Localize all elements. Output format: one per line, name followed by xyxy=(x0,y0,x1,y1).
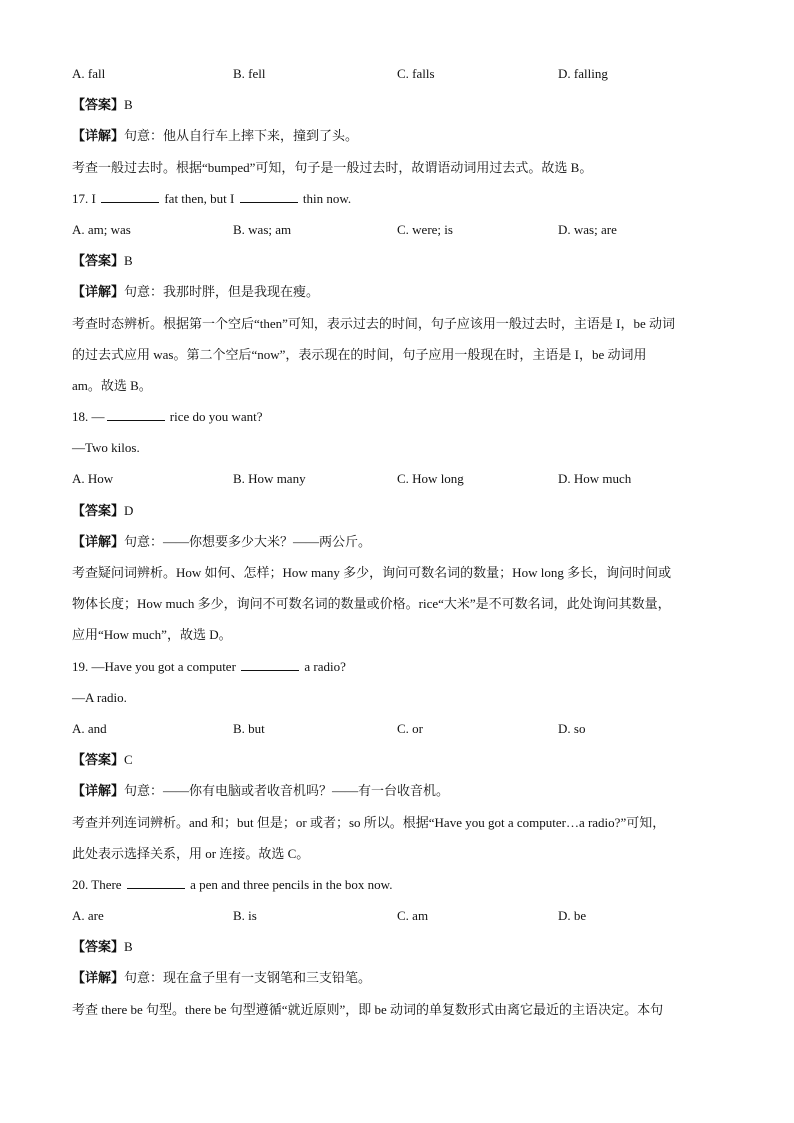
q20-detail xyxy=(72,962,722,993)
q16-option-c: C. falls xyxy=(397,66,435,81)
stem-text: 19. —Have you got a computer xyxy=(72,658,236,674)
q17-option-a: A. am; was xyxy=(72,221,131,237)
q16-option-a: A. fall xyxy=(72,66,106,81)
answer-blank xyxy=(101,190,159,203)
q19-option-a: A. and xyxy=(72,720,107,736)
detail-tag: 【详解】 xyxy=(72,533,125,549)
q19-stem xyxy=(72,651,722,682)
answer-tag: 【答案】 xyxy=(72,97,125,113)
answer-blank xyxy=(241,658,299,671)
q17-stem xyxy=(72,183,722,214)
q17-option-d: D. was; are xyxy=(558,221,617,237)
detail-text: 句意：现在盒子里有一支钢笔和三支铅笔。 xyxy=(124,970,372,986)
q17-explanation-line: am。故选 B。 xyxy=(72,377,152,393)
answer-tag: 【答案】 xyxy=(72,939,125,955)
q19-answer xyxy=(72,744,722,775)
detail-text: 句意：他从自行车上摔下来，撞到了头。 xyxy=(124,128,359,144)
detail-tag: 【详解】 xyxy=(72,783,125,799)
stem-text: a pen and three pencils in the box now. xyxy=(190,876,393,892)
q19-reply: —A radio. xyxy=(72,689,127,705)
q19-options xyxy=(72,713,722,744)
q19-option-c: C. or xyxy=(397,720,423,736)
q17-option-c: C. were; is xyxy=(397,221,453,237)
answer-value: D xyxy=(124,502,134,518)
q20-option-b: B. is xyxy=(233,908,257,924)
q17-explanation-line: 考查时态辨析。根据第一个空后“then”可知，表示过去的时间，句子应该用一般过去时，主语是 I，be 动词 xyxy=(72,315,676,331)
q16-option-d: D. falling xyxy=(558,66,608,81)
q17-option-b: B. was; am xyxy=(233,221,292,237)
q17-answer xyxy=(72,245,722,276)
q20-option-a: A. are xyxy=(72,908,104,924)
detail-text: 句意：——你想要多少大米？——两公斤。 xyxy=(124,533,372,549)
q16-options xyxy=(72,58,722,89)
answer-tag: 【答案】 xyxy=(72,502,125,518)
q18-option-d: D. How much xyxy=(558,471,632,487)
answer-value: B xyxy=(124,939,133,955)
q17-detail xyxy=(72,276,722,307)
q16-detail xyxy=(72,120,722,151)
q19-explanation-line: 考查并列连词辨析。and 和；but 但是；or 或者；so 所以。根据“Have you got a computer…a radio?”可知， xyxy=(72,814,666,830)
q19-explanation-line: 此处表示选择关系，用 or 连接。故选 C。 xyxy=(72,845,310,861)
q20-explanation-line: 考查 there be 句型。there be 句型遵循“就近原则”，即 be 动词的单复数形式由离它最近的主语决定。本句 xyxy=(72,1001,664,1017)
detail-text: 句意：——你有电脑或者收音机吗？——有一台收音机。 xyxy=(124,783,450,799)
q18-option-b: B. How many xyxy=(233,471,306,487)
q18-options xyxy=(72,463,722,494)
q16-option-b: B. fell xyxy=(233,66,266,81)
q17-options xyxy=(72,214,722,245)
q20-stem xyxy=(72,869,722,900)
q18-option-a: A. How xyxy=(72,471,114,487)
q18-detail xyxy=(72,526,722,557)
q16-explanation-line: 考查一般过去时。根据“bumped”可知，句子是一般过去时，故谓语动词用过去式。故选 B。 xyxy=(72,159,593,175)
q18-explanation-line: 考查疑问词辨析。How 如何、怎样；How many 多少，询问可数名词的数量；How long 多长，询问时间或 xyxy=(72,565,672,580)
q18-option-c: C. How long xyxy=(397,471,464,487)
q16-answer xyxy=(72,89,722,120)
answer-tag: 【答案】 xyxy=(72,752,125,768)
stem-text: 18. — xyxy=(72,409,105,425)
answer-blank xyxy=(240,190,298,203)
q19-detail xyxy=(72,775,722,806)
answer-value: C xyxy=(124,752,133,768)
stem-text: rice do you want? xyxy=(169,409,263,425)
detail-tag: 【详解】 xyxy=(72,970,125,986)
stem-text: 17. I xyxy=(72,190,96,206)
q20-options xyxy=(72,900,722,931)
q18-answer xyxy=(72,495,722,526)
q18-explanation-line: 应用“How much”，故选 D。 xyxy=(72,627,232,643)
stem-text: fat then, but I xyxy=(164,190,235,206)
answer-tag: 【答案】 xyxy=(72,253,125,269)
stem-text: a radio? xyxy=(304,658,346,674)
answer-blank xyxy=(127,876,185,889)
detail-tag: 【详解】 xyxy=(72,128,125,144)
answer-value: B xyxy=(124,253,133,269)
q18-explanation-line: 物体长度；How much 多少，询问不可数名词的数量或价格。rice“大米”是不可数名词，此处询问其数量， xyxy=(72,596,671,612)
detail-tag: 【详解】 xyxy=(72,284,125,300)
stem-text: 20. There xyxy=(72,876,122,892)
q20-option-d: D. be xyxy=(558,908,587,924)
q18-reply: —Two kilos. xyxy=(72,440,140,456)
detail-text: 句意：我那时胖，但是我现在瘦。 xyxy=(124,284,320,300)
answer-blank xyxy=(107,408,165,421)
q19-option-b: B. but xyxy=(233,720,265,736)
q20-answer xyxy=(72,931,722,962)
answer-value: B xyxy=(124,97,133,113)
q17-explanation-line: 的过去式应用 was。第二个空后“now”，表示现在的时间，句子应用一般现在时，主语是 I，be 动词用 xyxy=(72,346,647,362)
q18-stem xyxy=(72,401,722,432)
q19-option-d: D. so xyxy=(558,720,586,736)
q20-option-c: C. am xyxy=(397,908,429,924)
stem-text: thin now. xyxy=(302,190,352,206)
document-page xyxy=(72,58,722,1025)
